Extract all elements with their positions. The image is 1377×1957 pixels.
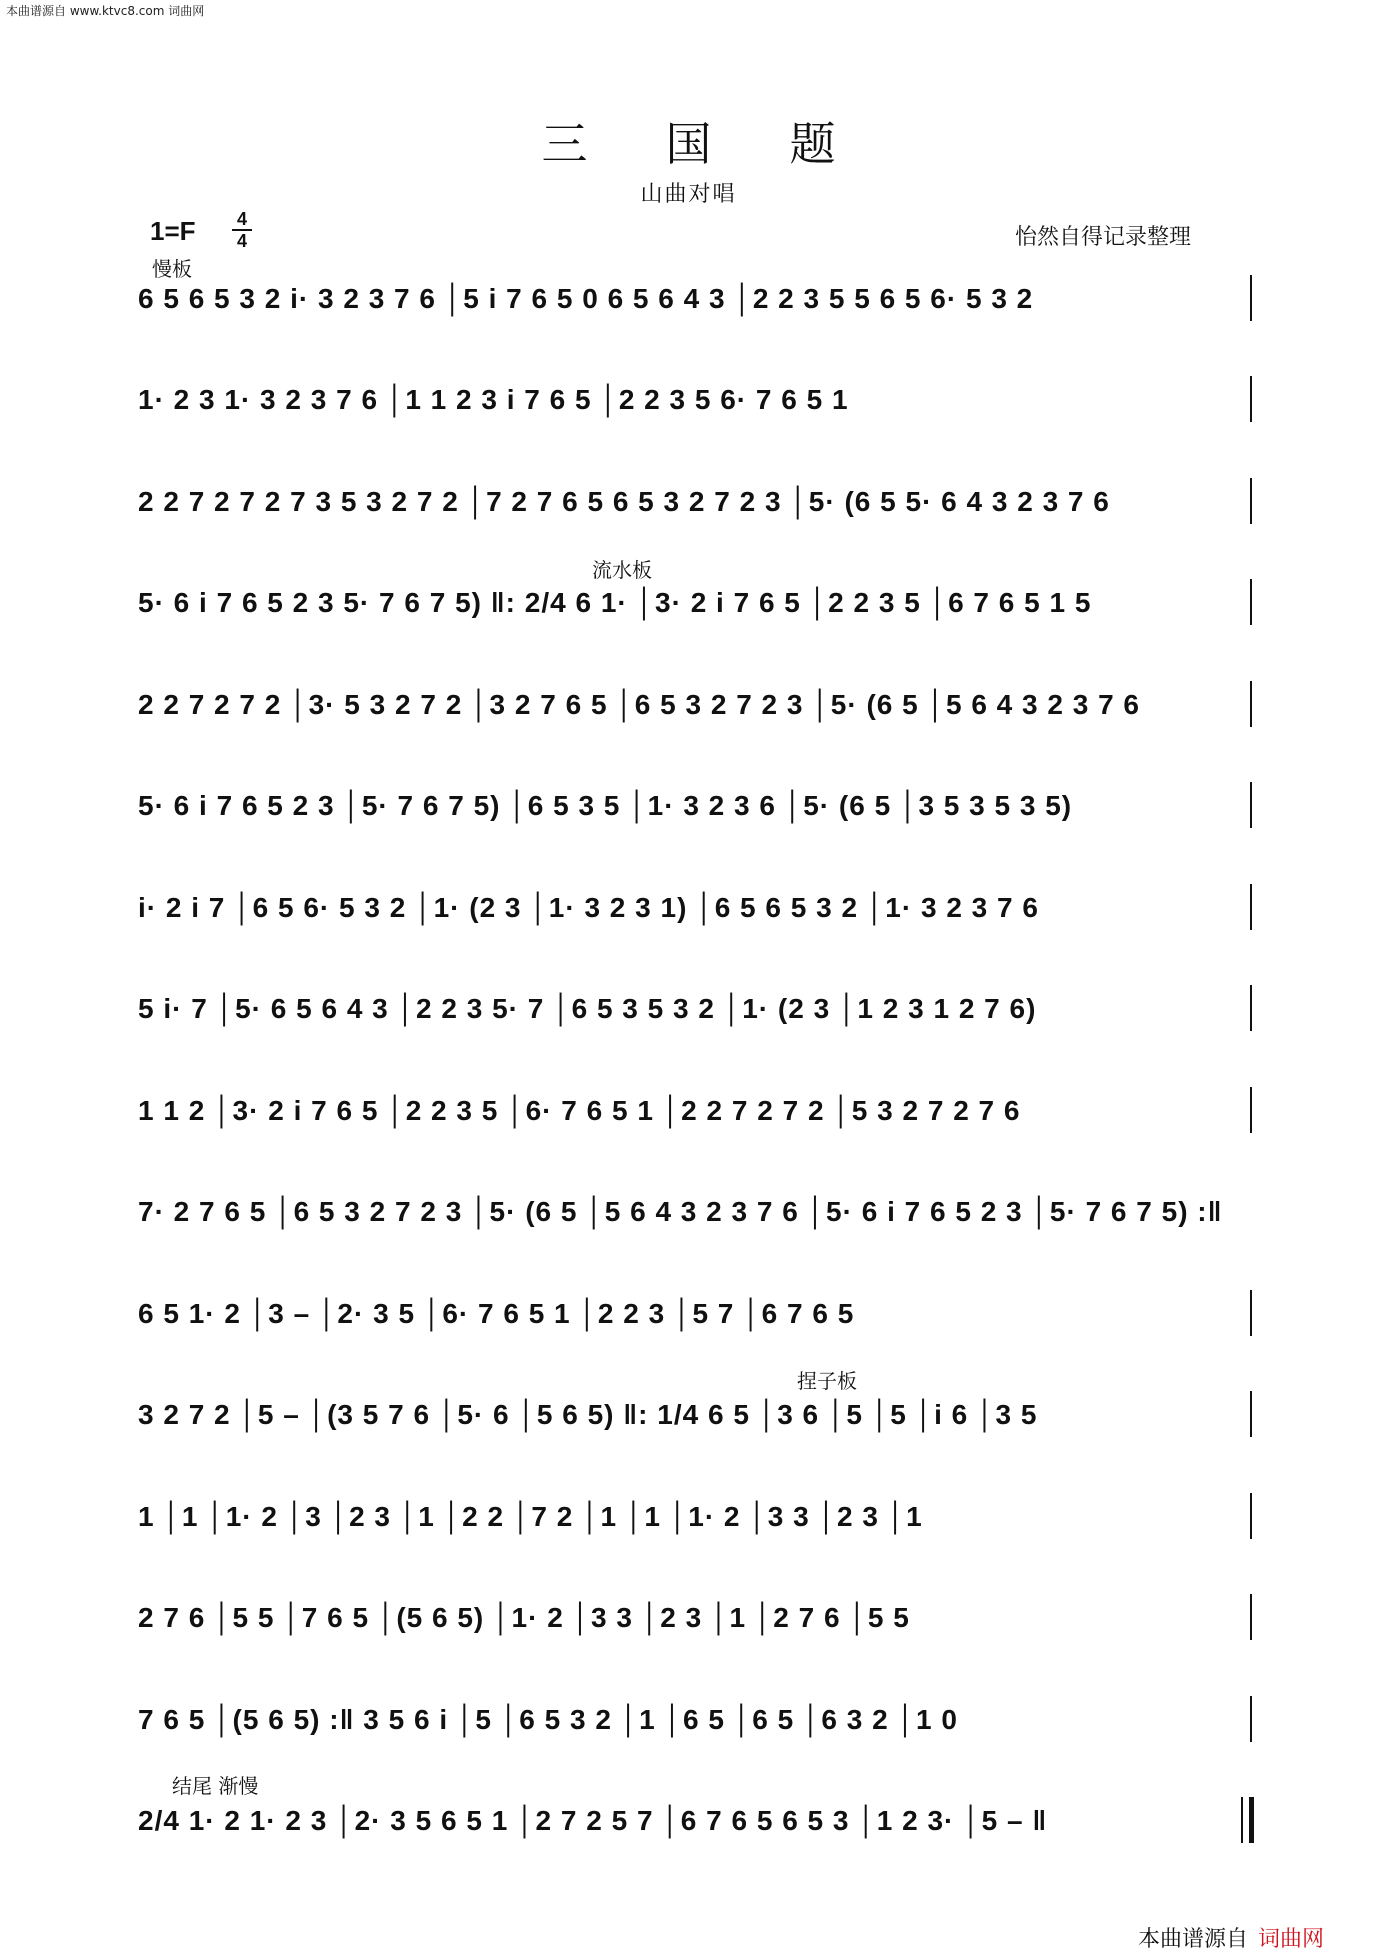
notation-text: 2 2 7 2 7 2 7 3 5 3 2 7 2 │7 2 7 6 5 6 5 3 2 7 2 3 │5· (6 5 5· 6 4 3 2 3 7 6	[138, 486, 1110, 517]
score-line-2	[132, 380, 1252, 420]
notation-text: 1· 2 3 1· 3 2 3 7 6 │1 1 2 3 i 7 6 5 │2 2 3 5 6· 7 6 5 1	[138, 384, 849, 415]
score-title: 三国题	[541, 117, 914, 171]
score-line-7	[132, 888, 1252, 928]
arranger-credit: 怡然自得记录整理	[1015, 225, 1192, 250]
time-signature-bottom: 4	[236, 231, 247, 251]
final-barline	[1241, 1797, 1254, 1843]
tempo-mark-niezi: 捏子板	[797, 1369, 857, 1393]
notation-text: 6 5 6 5 3 2 i· 3 2 3 7 6 │5 i 7 6 5 0 6 5 6 4 3 │2 2 3 5 5 6 5 6· 5 3 2	[138, 283, 1034, 314]
notation-text: 3 2 7 2 │5 – │(3 5 7 6 │5· 6 │5 6 5) ‖: 1/4 6 5 │3 6 │5 │5 │i 6 │3 5	[138, 1399, 1038, 1430]
score-line-4	[132, 583, 1252, 623]
notation-text: 2 7 6 │5 5 │7 6 5 │(5 6 5) │1· 2 │3 3 │2 3 │1 │2 7 6 │5 5	[138, 1602, 910, 1633]
score-line-1	[132, 279, 1252, 319]
time-signature	[232, 210, 252, 250]
score-line-5	[132, 685, 1252, 725]
score-line-8	[132, 989, 1252, 1029]
time-signature-top: 4	[236, 209, 247, 229]
score-line-14	[132, 1598, 1252, 1638]
tempo-mark-intro: 慢板	[152, 257, 192, 281]
notation-text: 5 i· 7 │5· 6 5 6 4 3 │2 2 3 5· 7 │6 5 3 5 3 2 │1· (2 3 │1 2 3 1 2 7 6)	[138, 993, 1037, 1024]
score-line-9	[132, 1091, 1252, 1131]
score-subtitle: 山曲对唱	[640, 182, 737, 207]
notation-text: 5· 6 i 7 6 5 2 3 5· 7 6 7 5) ‖: 2/4 6 1· │3· 2 i 7 6 5 │2 2 3 5 │6 7 6 5 1 5	[138, 587, 1092, 618]
tempo-mark-ending: 结尾 渐慢	[172, 1774, 259, 1798]
score-line-10	[132, 1192, 1252, 1232]
notation-text: 6 5 1· 2 │3 – │2· 3 5 │6· 7 6 5 1 │2 2 3 │5 7 │6 7 6 5	[138, 1298, 855, 1329]
notation-text: 2 2 7 2 7 2 │3· 5 3 2 7 2 │3 2 7 6 5 │6 5 3 2 7 2 3 │5· (6 5 │5 6 4 3 2 3 7 6	[138, 689, 1140, 720]
key-signature: 1=F	[150, 216, 196, 246]
score-line-11	[132, 1294, 1252, 1334]
score-line-12	[132, 1395, 1252, 1435]
footer-watermark-left: 本曲谱源自	[1138, 1927, 1249, 1952]
notation-text: 1 1 2 │3· 2 i 7 6 5 │2 2 3 5 │6· 7 6 5 1 │2 2 7 2 7 2 │5 3 2 7 2 7 6	[138, 1095, 1021, 1126]
score-line-6	[132, 786, 1252, 826]
footer-watermark	[1138, 1922, 1324, 1953]
notation-text: 5· 6 i 7 6 5 2 3 │5· 7 6 7 5) │6 5 3 5 │1· 3 2 3 6 │5· (6 5 │3 5 3 5 3 5)	[138, 790, 1073, 821]
score-line-16	[132, 1801, 1252, 1841]
source-watermark: 本曲谱源自 www.ktvc8.com 词曲网	[6, 4, 205, 18]
notation-text: 7 6 5 │(5 6 5) :‖ 3 5 6 i │5 │6 5 3 2 │1 │6 5 │6 5 │6 3 2 │1 0	[138, 1704, 958, 1735]
score-line-13	[132, 1497, 1252, 1537]
notation-text: i· 2 i 7 │6 5 6· 5 3 2 │1· (2 3 │1· 3 2 3 1) │6 5 6 5 3 2 │1· 3 2 3 7 6	[138, 892, 1039, 923]
notation-text: 7· 2 7 6 5 │6 5 3 2 7 2 3 │5· (6 5 │5 6 4 3 2 3 7 6 │5· 6 i 7 6 5 2 3 │5· 7 6 7 5) :‖	[138, 1196, 1223, 1227]
footer-watermark-brand: 词曲网	[1258, 1927, 1325, 1952]
score-line-3	[132, 482, 1252, 522]
notation-text: 1 │1 │1· 2 │3 │2 3 │1 │2 2 │7 2 │1 │1 │1· 2 │3 3 │2 3 │1	[138, 1501, 923, 1532]
notation-text: 2/4 1· 2 1· 2 3 │2· 3 5 6 5 1 │2 7 2 5 7 │6 7 6 5 6 5 3 │1 2 3· │5 – ‖	[138, 1805, 1048, 1836]
tempo-mark-liushui: 流水板	[592, 558, 652, 582]
score-line-15	[132, 1700, 1252, 1740]
